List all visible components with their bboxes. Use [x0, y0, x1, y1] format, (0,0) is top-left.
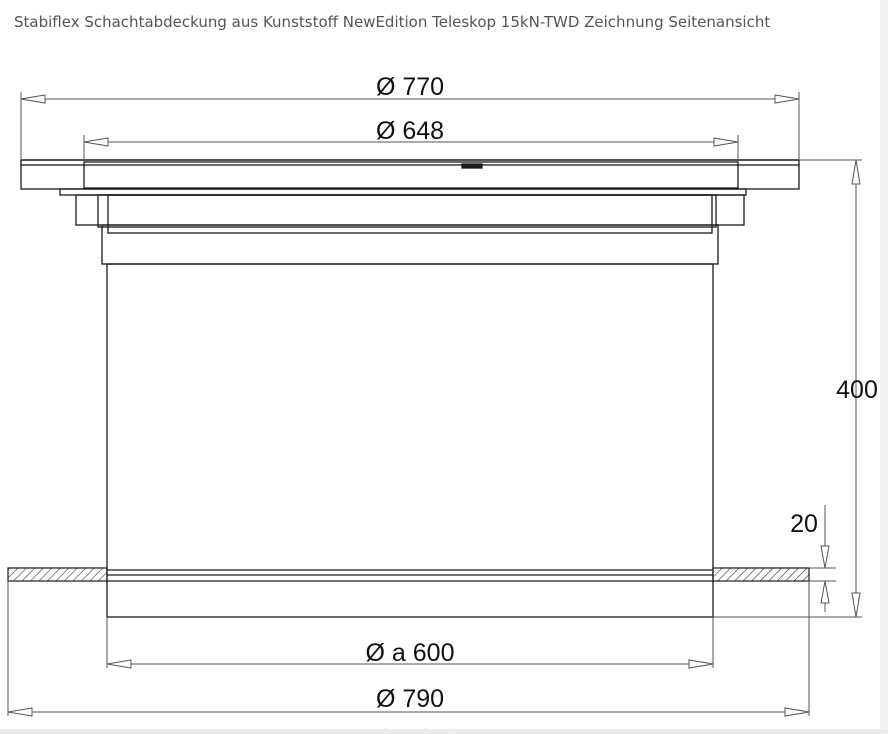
bottom-divider	[0, 729, 888, 734]
arrow	[852, 160, 860, 184]
arrow	[107, 660, 131, 668]
arrow	[785, 708, 809, 716]
scroll-edge	[880, 0, 888, 734]
drawing-caption: Stabiflex Schachtabdeckung aus Kunststoff NewEdition Teleskop 15kN-TWD Zeichnung Seitenansicht	[14, 13, 771, 31]
collar-step	[60, 189, 746, 195]
arrow	[775, 95, 799, 103]
part-outline	[21, 160, 799, 617]
dim-label-600: Ø a 600	[365, 639, 455, 667]
pipe-body	[107, 264, 713, 617]
arrow	[689, 660, 713, 668]
lower-collar	[102, 225, 718, 264]
arrow	[21, 95, 45, 103]
ground-left	[8, 568, 107, 581]
dim-label-770: Ø 770	[375, 73, 445, 101]
dim-label-648: Ø 648	[375, 117, 445, 145]
dim-label-400: 400	[836, 376, 878, 404]
arrow	[852, 593, 860, 617]
dim-label-790: Ø 790	[375, 685, 445, 713]
arrow	[821, 546, 829, 568]
arrow	[714, 138, 738, 146]
top-flange	[21, 165, 799, 189]
ground-right	[713, 568, 809, 581]
arrow	[8, 708, 32, 716]
arrow	[821, 581, 829, 603]
dim-label-20: 20	[790, 510, 818, 538]
arrow	[84, 138, 108, 146]
telescope-ring	[76, 195, 744, 225]
